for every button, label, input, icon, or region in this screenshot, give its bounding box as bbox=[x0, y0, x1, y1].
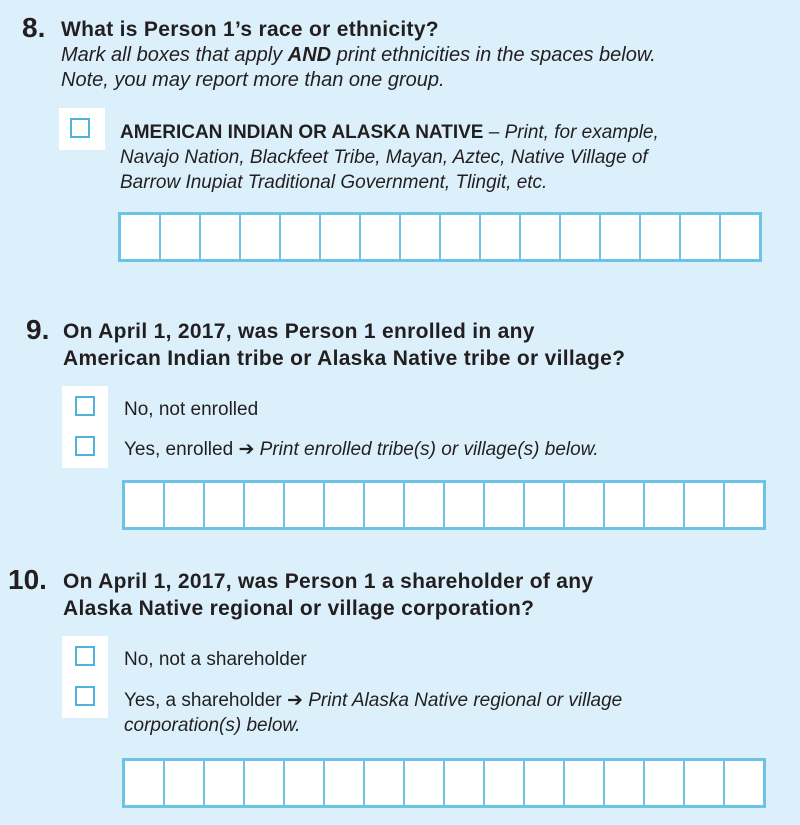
q10-question bbox=[63, 568, 593, 622]
q10-question-line2: Alaska Native regional or village corporation? bbox=[63, 597, 535, 620]
write-in-cell[interactable] bbox=[605, 761, 645, 805]
q8-instruction-line1-pre: Mark all boxes that apply bbox=[61, 44, 288, 66]
arrow-right-icon: ➔ bbox=[287, 690, 303, 711]
q10-question-line1: On April 1, 2017, was Person 1 a shareholder of any bbox=[63, 570, 594, 593]
write-in-cell[interactable] bbox=[725, 483, 763, 527]
write-in-cell[interactable] bbox=[605, 483, 645, 527]
write-in-cell[interactable] bbox=[485, 483, 525, 527]
q9-write-in-field[interactable] bbox=[122, 480, 766, 530]
write-in-cell[interactable] bbox=[525, 483, 565, 527]
write-in-cell[interactable] bbox=[681, 215, 721, 259]
q9-option-yes-instruction: Print enrolled tribe(s) or village(s) below. bbox=[259, 439, 599, 460]
q9-question-line2: American Indian tribe or Alaska Native tribe or village? bbox=[63, 347, 626, 370]
q9-option-yes bbox=[124, 437, 599, 462]
write-in-cell[interactable] bbox=[245, 483, 285, 527]
write-in-cell[interactable] bbox=[365, 483, 405, 527]
write-in-cell[interactable] bbox=[645, 761, 685, 805]
write-in-cell[interactable] bbox=[325, 483, 365, 527]
write-in-cell[interactable] bbox=[725, 761, 763, 805]
write-in-cell[interactable] bbox=[721, 215, 759, 259]
q9-number: 9. bbox=[26, 314, 50, 345]
write-in-cell[interactable] bbox=[285, 761, 325, 805]
q8-aian-checkbox[interactable] bbox=[70, 118, 90, 138]
write-in-cell[interactable] bbox=[561, 215, 601, 259]
write-in-cell[interactable] bbox=[165, 761, 205, 805]
write-in-cell[interactable] bbox=[481, 215, 521, 259]
q8-option-dash: – bbox=[483, 122, 505, 143]
q9-question bbox=[63, 318, 625, 372]
write-in-cell[interactable] bbox=[365, 761, 405, 805]
q9-option-yes-label: Yes, enrolled bbox=[124, 439, 234, 460]
write-in-cell[interactable] bbox=[165, 483, 205, 527]
write-in-cell[interactable] bbox=[645, 483, 685, 527]
q10-yes-checkbox[interactable] bbox=[75, 686, 95, 706]
q10-option-yes bbox=[124, 688, 622, 738]
write-in-cell[interactable] bbox=[405, 761, 445, 805]
write-in-cell[interactable] bbox=[525, 761, 565, 805]
write-in-cell[interactable] bbox=[285, 483, 325, 527]
write-in-cell[interactable] bbox=[565, 761, 605, 805]
q8-instruction bbox=[61, 43, 656, 93]
q8-option-line3: Barrow Inupiat Traditional Government, Tlingit, etc. bbox=[120, 172, 548, 193]
q9-yes-checkbox[interactable] bbox=[75, 436, 95, 456]
write-in-cell[interactable] bbox=[361, 215, 401, 259]
q10-option-no: No, not a shareholder bbox=[124, 649, 307, 670]
write-in-cell[interactable] bbox=[685, 761, 725, 805]
q10-no-checkbox[interactable] bbox=[75, 646, 95, 666]
q8-option-line2: Navajo Nation, Blackfeet Tribe, Mayan, Aztec, Native Village of bbox=[120, 147, 648, 168]
q9-question-line1: On April 1, 2017, was Person 1 enrolled in any bbox=[63, 320, 535, 343]
write-in-cell[interactable] bbox=[125, 761, 165, 805]
q8-option-aian bbox=[120, 120, 659, 195]
write-in-cell[interactable] bbox=[445, 761, 485, 805]
q8-option-line1: Print, for example, bbox=[504, 122, 659, 143]
write-in-cell[interactable] bbox=[321, 215, 361, 259]
write-in-cell[interactable] bbox=[601, 215, 641, 259]
write-in-cell[interactable] bbox=[241, 215, 281, 259]
write-in-cell[interactable] bbox=[485, 761, 525, 805]
write-in-cell[interactable] bbox=[521, 215, 561, 259]
write-in-cell[interactable] bbox=[445, 483, 485, 527]
write-in-cell[interactable] bbox=[205, 761, 245, 805]
write-in-cell[interactable] bbox=[121, 215, 161, 259]
q8-instruction-line1-bold: AND bbox=[287, 44, 332, 66]
write-in-cell[interactable] bbox=[245, 761, 285, 805]
q8-question: What is Person 1’s race or ethnicity? bbox=[61, 18, 439, 41]
write-in-cell[interactable] bbox=[565, 483, 605, 527]
write-in-cell[interactable] bbox=[161, 215, 201, 259]
write-in-cell[interactable] bbox=[125, 483, 165, 527]
q8-write-in-field[interactable] bbox=[118, 212, 762, 262]
write-in-cell[interactable] bbox=[401, 215, 441, 259]
q8-instruction-line1-post: print ethnicities in the spaces below. bbox=[331, 44, 656, 66]
write-in-cell[interactable] bbox=[641, 215, 681, 259]
q10-option-yes-label: Yes, a shareholder bbox=[124, 690, 282, 711]
write-in-cell[interactable] bbox=[405, 483, 445, 527]
q10-option-yes-instruction-line2: corporation(s) below. bbox=[124, 715, 301, 736]
write-in-cell[interactable] bbox=[201, 215, 241, 259]
q10-number: 10. bbox=[8, 564, 47, 595]
q10-write-in-field[interactable] bbox=[122, 758, 766, 808]
q9-no-checkbox[interactable] bbox=[75, 396, 95, 416]
arrow-right-icon: ➔ bbox=[238, 439, 255, 460]
q10-option-yes-instruction-line1: Print Alaska Native regional or village bbox=[308, 690, 623, 711]
q8-instruction-line2: Note, you may report more than one group. bbox=[61, 69, 445, 91]
q9-option-no: No, not enrolled bbox=[124, 399, 259, 420]
write-in-cell[interactable] bbox=[685, 483, 725, 527]
write-in-cell[interactable] bbox=[281, 215, 321, 259]
q8-number: 8. bbox=[22, 12, 46, 43]
write-in-cell[interactable] bbox=[441, 215, 481, 259]
write-in-cell[interactable] bbox=[205, 483, 245, 527]
q8-option-heading: AMERICAN INDIAN OR ALASKA NATIVE bbox=[120, 122, 484, 143]
write-in-cell[interactable] bbox=[325, 761, 365, 805]
